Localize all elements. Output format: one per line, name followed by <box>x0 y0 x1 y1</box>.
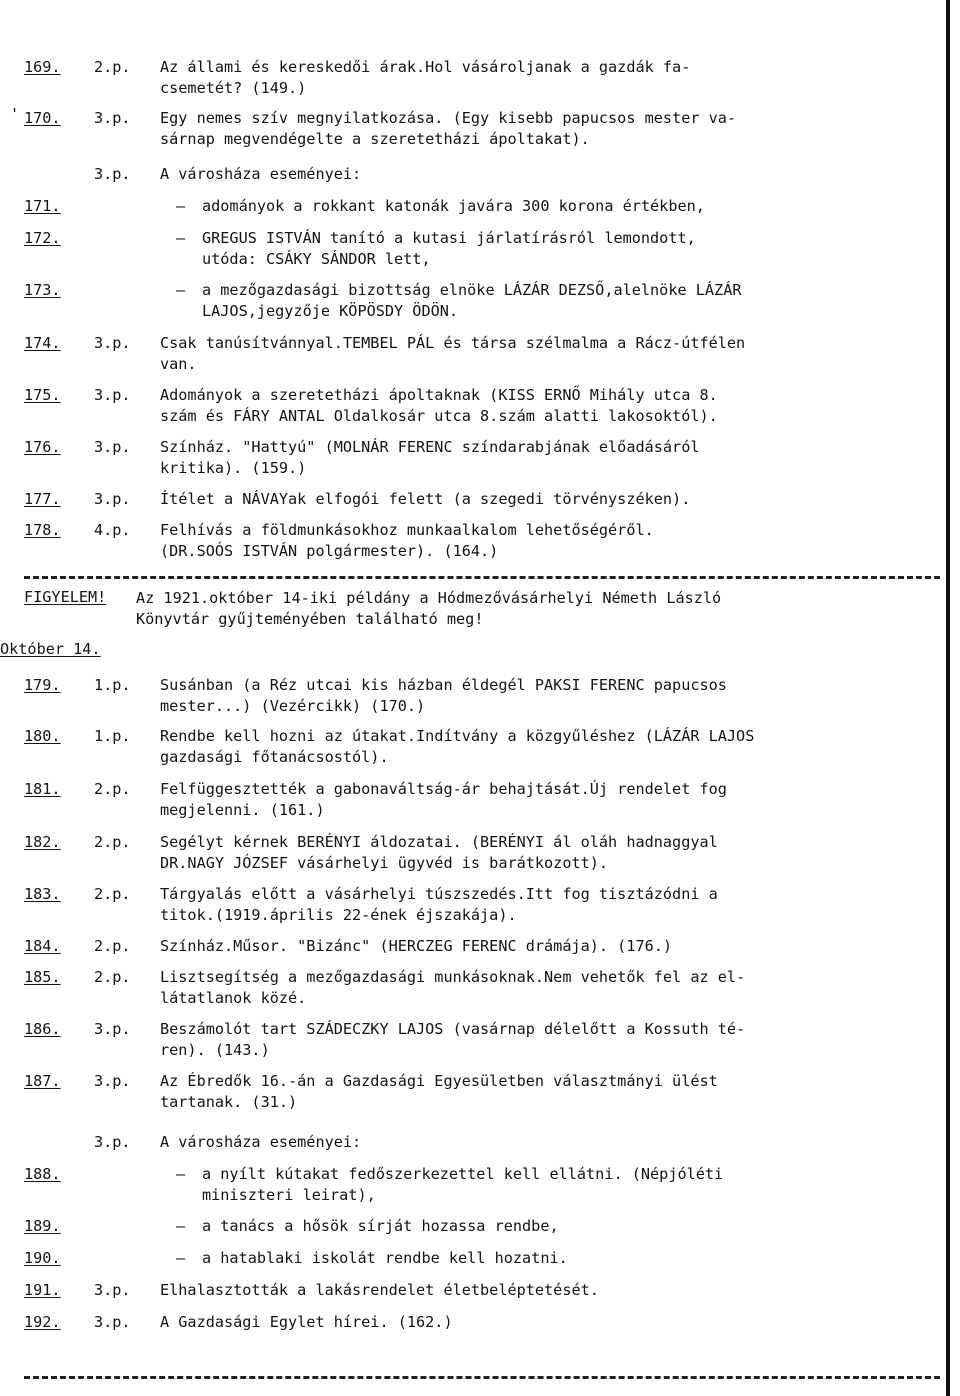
page-reference: 2.p. <box>94 885 131 903</box>
entry-number: ' 170. <box>24 108 61 129</box>
page-reference: 3.p. <box>94 1313 131 1331</box>
sub-entry-text <box>176 1216 876 1237</box>
sub-entry-text <box>176 1248 876 1269</box>
entry-number: 185. <box>24 968 61 986</box>
entry-number: 179. <box>24 676 61 694</box>
dash-bullet: – <box>176 229 186 247</box>
entry-number: 177. <box>24 490 61 508</box>
page-reference: 2.p. <box>94 58 131 76</box>
entry-text: Az Ébredők 16.-án a Gazdasági Egyesületben választmányi ülést tartanak. (31.) <box>160 1072 718 1111</box>
sub-entry-text <box>176 280 876 322</box>
page-reference: 2.p. <box>94 968 131 986</box>
entry-number: 189. <box>24 1217 61 1235</box>
sub-entry-body: a hatablaki iskolát rendbe kell hozatni. <box>202 1249 568 1267</box>
page-reference: 3.p. <box>94 1020 131 1038</box>
entry-number: 173. <box>24 281 61 299</box>
page-reference: 3.p. <box>94 386 131 404</box>
sub-entry-body: GREGUS ISTVÁN tanító a kutasi járlatírásról lemondott, <box>202 229 696 247</box>
dash-bullet: – <box>176 1249 186 1267</box>
entry-text: Felfüggesztették a gabonaváltság-ár behajtását.Új rendelet fog megjelenni. (161.) <box>160 780 727 819</box>
sub-entry-body: a mezőgazdasági bizottság elnöke LÁZÁR DEZSŐ,alelnöke LÁZÁR <box>202 281 742 299</box>
entry-text: Elhalasztották a lakásrendelet életbeléptetését. <box>160 1281 599 1299</box>
entry-text: Rendbe kell hozni az útakat.Indítvány a közgyűléshez (LÁZÁR LAJOS gazdasági főtanácsostól). <box>160 727 755 766</box>
entry-text: Segélyt kérnek BERÉNYI áldozatai. (BERÉNYI ál oláh hadnaggyal DR.NAGY JÓZSEF vásárhelyi ügyvéd is barátkozott). <box>160 833 718 872</box>
entry-number: 191. <box>24 1281 61 1299</box>
entry-text: Adományok a szeretetházi ápoltaknak (KISS ERNŐ Mihály utca 8. szám és FÁRY ANTAL Oldalkosár utca 8.szám alatti lakosoktól). <box>160 386 718 425</box>
dash-bullet: – <box>176 281 186 299</box>
page-reference: 2.p. <box>94 780 131 798</box>
page-reference: 3.p. <box>94 334 131 352</box>
entry-text: Csak tanúsítvánnyal.TEMBEL PÁL és társa szélmalma a Rácz-útfélen van. <box>160 334 746 373</box>
page-reference: 1.p. <box>94 676 131 694</box>
entry-number: 181. <box>24 780 61 798</box>
page-reference: 2.p. <box>94 833 131 851</box>
notice-text: Az 1921.október 14-iki példány a Hódmezővásárhelyi Németh László Könyvtár gyűjteményében található meg! <box>136 589 722 628</box>
dashed-separator-bottom <box>24 1376 940 1379</box>
page-reference: 1.p. <box>94 727 131 745</box>
sub-entry-continuation: miniszteri leirat), <box>202 1186 376 1204</box>
page-reference: 3.p. <box>94 490 131 508</box>
entry-number: 171. <box>24 197 61 215</box>
entry-text: Színház. "Hattyú" (MOLNÁR FERENC színdarabjának előadásáról kritika). (159.) <box>160 438 700 477</box>
entry-text: Egy nemes szív megnyilatkozása. (Egy kisebb papucsos mester va- sárnap megvendégelte a szeretetházi ápoltakat). <box>160 109 737 148</box>
entry-text: Susánban (a Réz utcai kis házban éldegél PAKSI FERENC papucsos mester...) (Vezércikk) (170.) <box>160 676 727 715</box>
entry-number: 176. <box>24 438 61 456</box>
entry-text: A városháza eseményei: <box>160 165 362 183</box>
page-reference: 4.p. <box>94 521 131 539</box>
entry-number: 182. <box>24 833 61 851</box>
dashed-separator <box>24 576 940 579</box>
entry-number: 183. <box>24 885 61 903</box>
sub-entry-body: adományok a rokkant katonák javára 300 korona értékben, <box>202 197 705 215</box>
entry-text: Beszámolót tart SZÁDECZKY LAJOS (vasárnap délelőtt a Kossuth té- ren). (143.) <box>160 1020 746 1059</box>
entry-number: 186. <box>24 1020 61 1038</box>
entry-text: Tárgyalás előtt a vásárhelyi túszszedés.Itt fog tisztázódni a titok.(1919.április 22-ének éjszakája). <box>160 885 718 924</box>
dash-bullet: – <box>176 197 186 215</box>
sub-entry-continuation: utóda: CSÁKY SÁNDOR lett, <box>202 250 431 268</box>
entry-number: 174. <box>24 334 61 352</box>
entry-number: 190. <box>24 1249 61 1267</box>
entry-number: 188. <box>24 1165 61 1183</box>
page-reference: 3.p. <box>94 109 131 127</box>
dash-bullet: – <box>176 1217 186 1235</box>
entry-text: Lisztsegítség a mezőgazdasági munkásoknak.Nem vehetők fel az el- látatlanok közé. <box>160 968 746 1007</box>
dash-bullet: – <box>176 1165 186 1183</box>
page-reference: 3.p. <box>94 1133 131 1151</box>
page-reference: 2.p. <box>94 937 131 955</box>
date-heading: Október 14. <box>0 640 101 658</box>
entry-text: A Gazdasági Egylet hírei. (162.) <box>160 1313 453 1331</box>
entry-number: 180. <box>24 727 61 745</box>
page-reference: 3.p. <box>94 165 131 183</box>
entry-number: 192. <box>24 1313 61 1331</box>
entry-text: Színház.Műsor. "Bizánc" (HERCZEG FERENC drámája). (176.) <box>160 937 673 955</box>
entry-text: Felhívás a földmunkásokhoz munkaalkalom lehetőségéről. (DR.SOÓS ISTVÁN polgármester). (164.) <box>160 521 654 560</box>
entry-text: Az állami és kereskedői árak.Hol vásároljanak a gazdák fa- csemetét? (149.) <box>160 58 691 97</box>
entry-number: 175. <box>24 386 61 404</box>
notice-label: FIGYELEM! <box>24 588 107 606</box>
entry-number: 172. <box>24 229 61 247</box>
sub-entry-body: a nyílt kútakat fedőszerkezettel kell ellátni. (Népjóléti <box>202 1165 724 1183</box>
page-reference: 3.p. <box>94 438 131 456</box>
entry-number: 169. <box>24 58 61 76</box>
sub-entry-body: a tanács a hősök sírját hozassa rendbe, <box>202 1217 559 1235</box>
page-reference: 3.p. <box>94 1072 131 1090</box>
page-reference: 3.p. <box>94 1281 131 1299</box>
sub-entry-text <box>176 1164 876 1206</box>
entry-number: 178. <box>24 521 61 539</box>
sub-entry-text <box>176 228 876 270</box>
page-edge-rule <box>946 0 950 1396</box>
entry-text: Ítélet a NÁVAYak elfogói felett (a szegedi törvényszéken). <box>160 490 691 508</box>
sub-entry-text <box>176 196 876 217</box>
entry-number: 184. <box>24 937 61 955</box>
entry-number: 187. <box>24 1072 61 1090</box>
sub-entry-continuation: LAJOS,jegyzője KÖPÖSDY ÖDÖN. <box>202 302 459 320</box>
entry-text: A városháza eseményei: <box>160 1133 362 1151</box>
